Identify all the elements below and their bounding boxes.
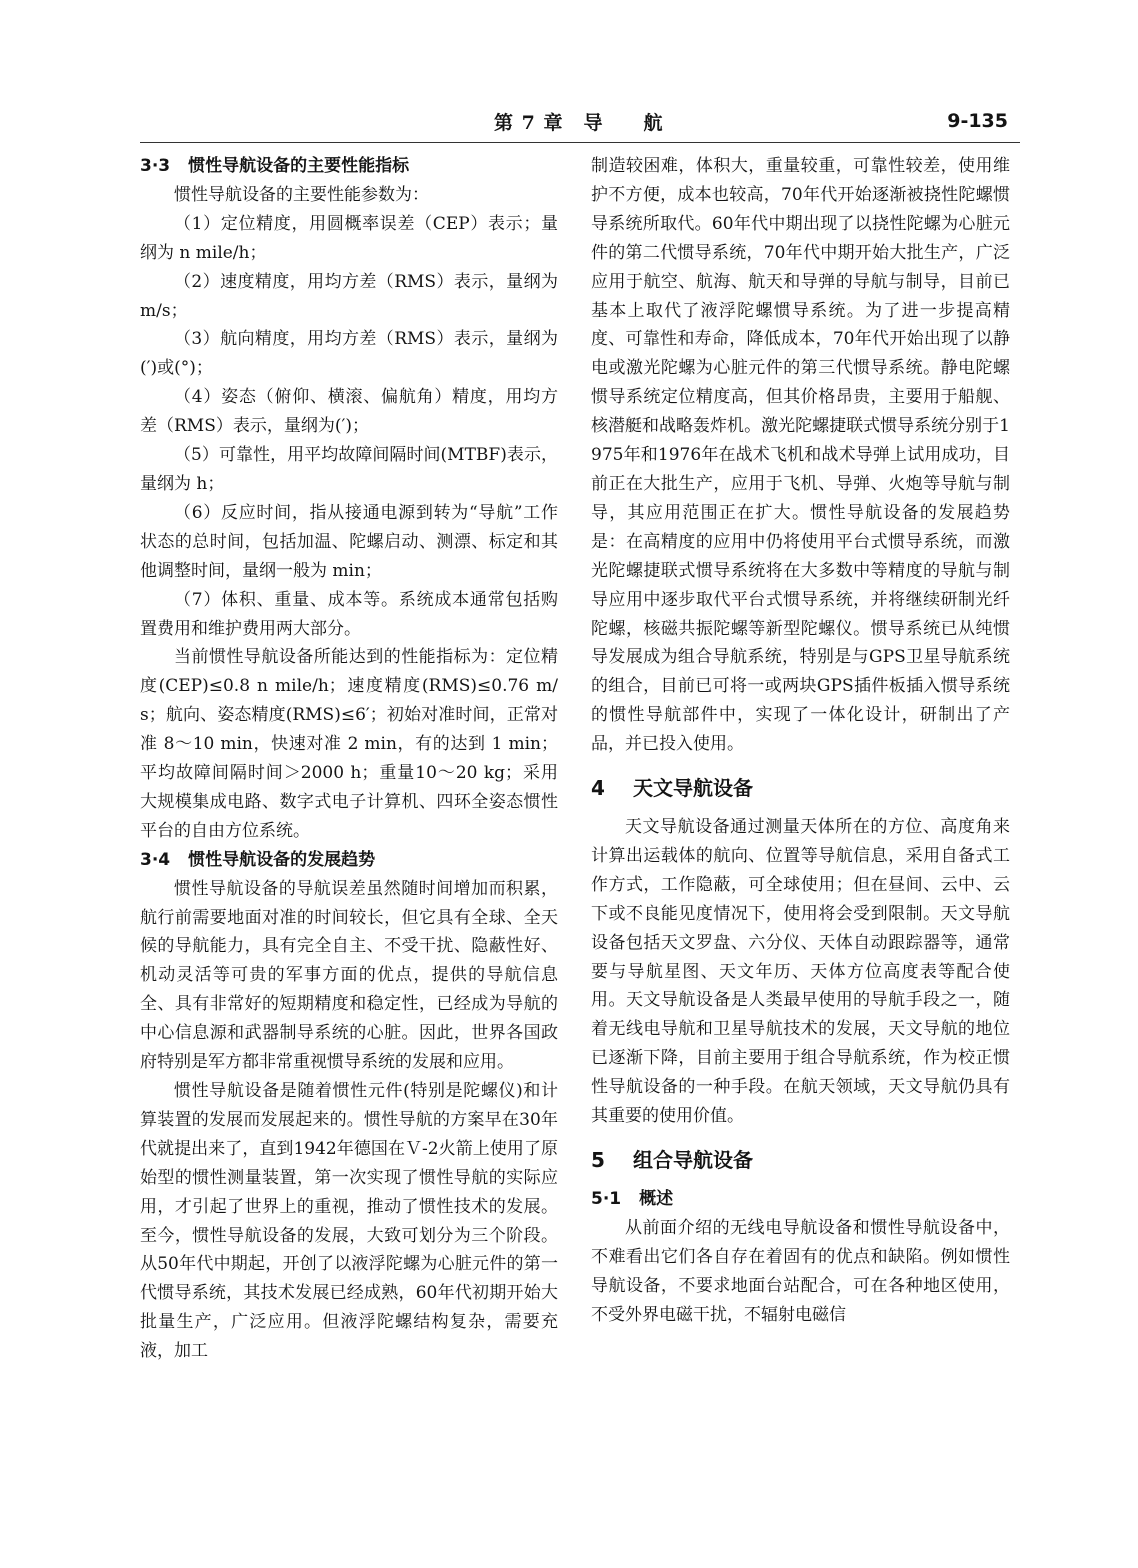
body-paragraph: （1）定位精度，用圆概率误差（CEP）表示；量纲为 n mile/h；: [140, 213, 558, 263]
body-paragraph: 从前面介绍的无线电导航设备和惯性导航设备中，不难看出它们各自存在着固有的优点和缺陷。例如惯性导航设备，不要求地面台站配合，可在各种地区使用，不受外界电磁干扰，不辐射电磁信: [591, 1217, 1010, 1325]
body-paragraph: 制造较困难，体积大，重量较重，可靠性较差，使用维护不方便，成本也较高，70年代开始逐渐被挠性陀螺惯导系统所取代。60年代中期出现了以挠性陀螺为心脏元件的第二代惯导系统，70年代中期开始大批生产，广泛应用于航空、航海、航天和导弹的导航与制导，目前已基本上取代了液浮陀螺惯导系统。为了进一步提高精度、可靠性和寿命，降低成本，70年代开始出现了以静电或激光陀螺为心脏元件的第三代惯导系统。静电陀螺惯导系统定位精度高，但其价格昂贵，主要用于船舰、核潜艇和战略轰炸机。激光陀螺捷联式惯导系统分别于1975年和1976年在战术飞机和战术导弹上试用成功，目前正在大批生产，应用于飞机、导弹、火炮等导航与制导，其应用范围正在扩大。惯性导航设备的发展趋势是：在高精度的应用中仍将使用平台式惯导系统，而激光陀螺捷联式惯导系统将在大多数中等精度的导航与制导应用中逐步取代平台式惯导系统，并将继续研制光纤陀螺，核磁共振陀螺等新型陀螺仪。惯导系统已从纯惯导发展成为组合导航系统，特别是与GPS卫星导航系统的组合，目前已可将一或两块GPS插件板插入惯导系统的惯性导航部件中，实现了一体化设计，研制出了产品，并已投入使用。: [591, 156, 1010, 755]
body-paragraph: 惯性导航设备的导航误差虽然随时间增加而积累，航行前需要地面对准的时间较长，但它具有全球、全天候的导航能力，具有完全自主、不受干扰、隐蔽性好、机动灵活等可贵的军事方面的优点，提供的导航信息全、具有非常好的短期精度和稳定性，已经成为导航的中心信息源和武器制导系统的心脏。因此，世界各国政府特别是军方都非常重视惯导系统的发展和应用。: [140, 878, 558, 1073]
body-paragraph: （2）速度精度，用均方差（RMS）表示，量纲为 m/s；: [140, 271, 558, 321]
heading-text: 惯性导航设备的发展趋势: [188, 849, 376, 870]
header-rule: [140, 142, 1020, 143]
heading-number: 4: [591, 776, 605, 801]
body-paragraph: 惯性导航设备是随着惯性元件(特别是陀螺仪)和计算装置的发展而发展起来的。惯性导航的方案早在30年代就提出来了，直到1942年德国在Ｖ-2火箭上使用了原始型的惯性测量装置，第一次实现了惯性导航的实际应用，才引起了世界上的重视，推动了惯性技术的发展。至今，惯性导航设备的发展，大致可划分为三个阶段。从50年代中期起，开创了以液浮陀螺为心脏元件的第一代惯导系统，其技术发展已经成熟，60年代初期开始大批量生产，广泛应用。但液浮陀螺结构复杂，需要充液，加工: [140, 1081, 558, 1362]
heading-number: 5: [591, 1148, 605, 1172]
heading-text: 概述: [639, 1189, 674, 1209]
body-paragraph: （3）航向精度，用均方差（RMS）表示，量纲为(′)或(°)；: [140, 329, 558, 379]
subsection-heading: [591, 1185, 1010, 1214]
heading-number: 3·4: [140, 849, 171, 870]
body-paragraph: （4）姿态（俯仰、横滚、偏航角）精度，用均方差（RMS）表示，量纲为(′)；: [140, 387, 558, 437]
body-paragraph: （5）可靠性，用平均故障间隔时间(MTBF)表示，量纲为 h；: [140, 445, 558, 494]
section-heading: [591, 1145, 1010, 1175]
right-column: [591, 152, 1010, 1330]
body-paragraph: （6）反应时间，指从接通电源到转为“导航”工作状态的总时间，包括加温、陀螺启动、测漂、标定和其他调整时间，量纲一般为 min；: [140, 502, 558, 581]
heading-text: 组合导航设备: [633, 1148, 753, 1172]
page-header: [140, 108, 1020, 142]
subsection-heading: [140, 152, 558, 181]
chapter-title: 第 7 章 导 航: [494, 112, 664, 134]
body-paragraph: 惯性导航设备的主要性能参数为：: [174, 184, 429, 205]
heading-text: 天文导航设备: [633, 776, 753, 801]
subsection-heading: [140, 846, 558, 875]
heading-text: 惯性导航设备的主要性能指标: [188, 156, 410, 176]
section-heading: [591, 773, 1010, 803]
body-paragraph: （7）体积、重量、成本等。系统成本通常包括购置费用和维护费用两大部分。: [140, 589, 558, 639]
page-number: 9-135: [947, 110, 1008, 132]
left-column: [140, 152, 558, 1366]
body-paragraph: 当前惯性导航设备所能达到的性能指标为：定位精度(CEP)≤0.8 n mile/h；速度精度(RMS)≤0.76 m/s；航向、姿态精度(RMS)≤6′；初始对准时间，正常对准 8～10 min，快速对准 2 min，有的达到 1 min；平均故障间隔时间＞2000 h；重量10～20 kg；采用大规模集成电路、数字式电子计算机、四环全姿态惯性平台的自由方位系统。: [140, 647, 558, 841]
heading-number: 5·1: [591, 1189, 622, 1209]
body-paragraph: 天文导航设备通过测量天体所在的方位、高度角来计算出运载体的航向、位置等导航信息，采用自备式工作方式，工作隐蔽，可全球使用；但在昼间、云中、云下或不良能见度情况下，使用将会受到限制。天文导航设备包括天文罗盘、六分仪、天体自动跟踪器等，通常要与导航星图、天文年历、天体方位高度表等配合使用。天文导航设备是人类最早使用的导航手段之一，随着无线电导航和卫星导航技术的发展，天文导航的地位已逐渐下降，目前主要用于组合导航系统，作为校正惯性导航设备的一种手段。在航天领域，天文导航仍具有其重要的使用价值。: [591, 817, 1010, 1127]
heading-number: 3·3: [140, 156, 171, 176]
